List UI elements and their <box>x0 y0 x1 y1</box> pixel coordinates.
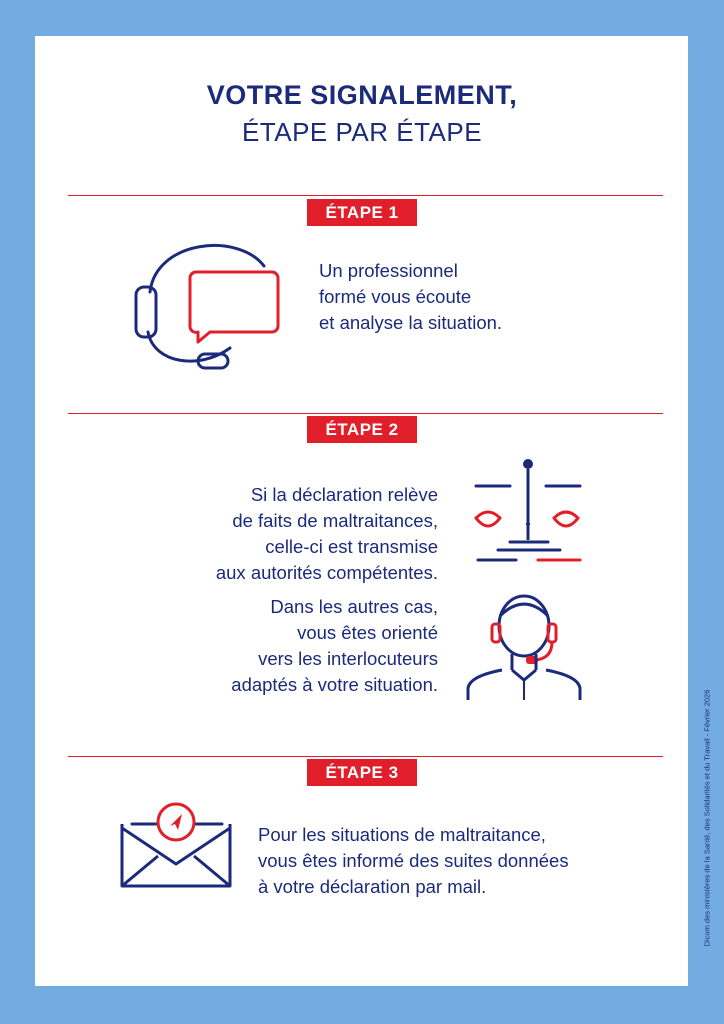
step-3-line: à votre déclaration par mail. <box>258 876 487 897</box>
step-1-line: et analyse la situation. <box>319 312 503 333</box>
step-2-badge: ÉTAPE 2 <box>307 416 417 443</box>
envelope-send-icon <box>118 800 236 892</box>
step-2-line: celle-ci est transmise <box>265 536 438 557</box>
step-2-line: de faits de maltraitances, <box>232 510 438 531</box>
step-2-text-block-1 <box>140 482 438 586</box>
step-2-line: vous êtes orienté <box>297 622 438 643</box>
step-2-line: vers les interlocuteurs <box>258 648 438 669</box>
operator-icon <box>462 588 586 702</box>
step-3-line: vous êtes informé des suites données <box>258 850 569 871</box>
step-3-line: Pour les situations de maltraitance, <box>258 824 546 845</box>
step-1-line: Un professionnel <box>319 260 458 281</box>
step-1-badge: ÉTAPE 1 <box>307 199 417 226</box>
step-3-badge: ÉTAPE 3 <box>307 759 417 786</box>
headset-chat-icon <box>130 232 290 377</box>
step-2-line: adaptés à votre situation. <box>231 674 438 695</box>
step-3-divider <box>68 756 663 757</box>
step-3-text <box>258 822 569 900</box>
credit-line: Dicom des ministères de la Santé, des Solidarités et du Travail - Février 2026 <box>702 689 712 947</box>
step-2-divider <box>68 413 663 414</box>
step-2-line: Dans les autres cas, <box>270 596 438 617</box>
step-2-line: Si la déclaration relève <box>250 484 438 505</box>
step-1-divider <box>68 195 663 196</box>
step-2-text-block-2 <box>140 594 438 698</box>
step-1-line: formé vous écoute <box>319 286 472 307</box>
step-1-text <box>319 258 502 336</box>
step-2-line: aux autorités compétentes. <box>215 562 438 583</box>
page-title: VOTRE SIGNALEMENT, <box>206 80 518 110</box>
page-subtitle: ÉTAPE PAR ÉTAPE <box>241 117 483 147</box>
scales-icon <box>470 456 588 568</box>
